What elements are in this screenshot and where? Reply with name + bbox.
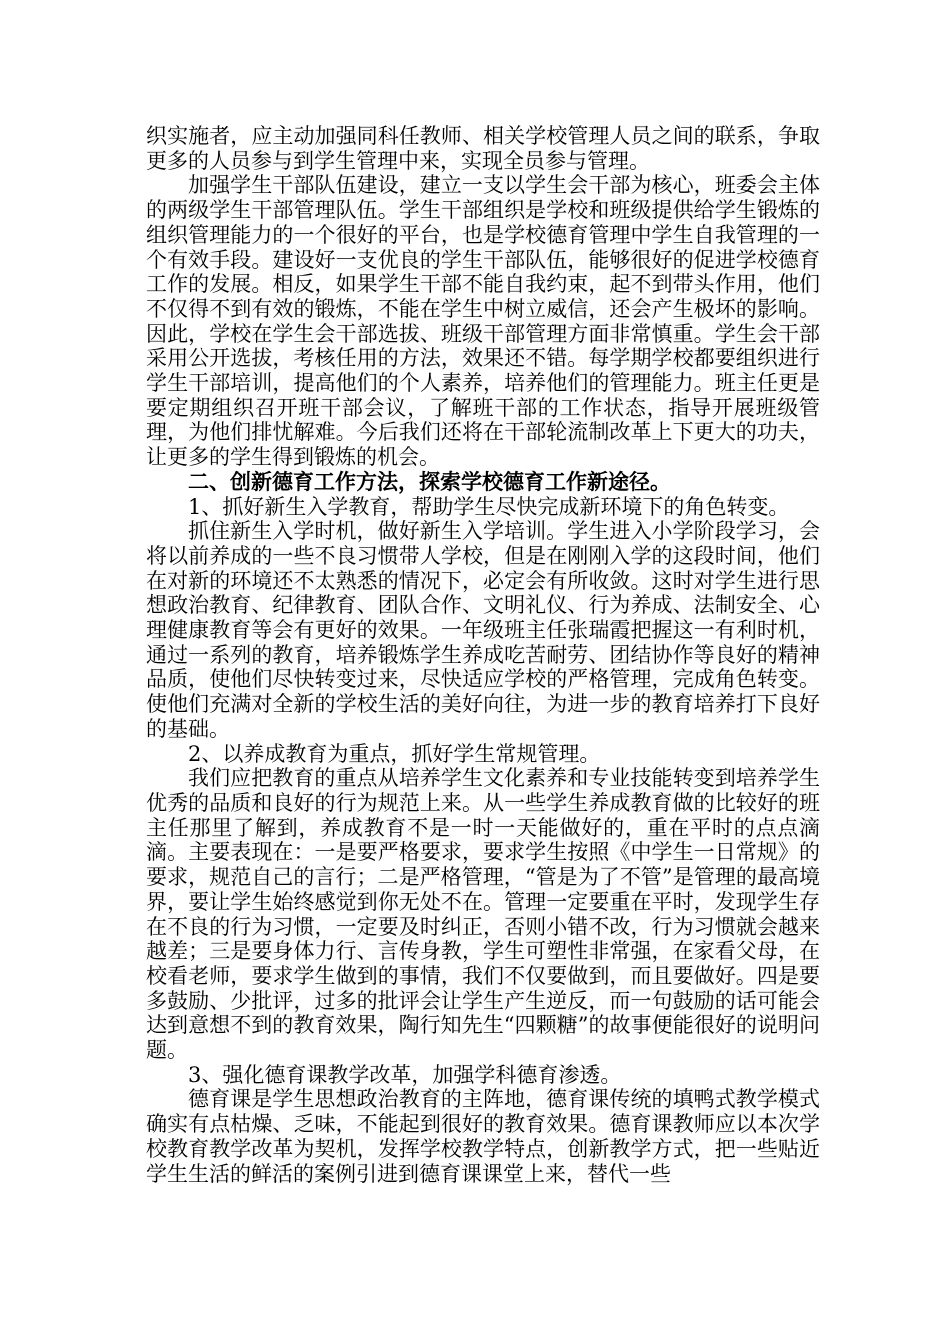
paragraph-student-cadre-building: 加强学生干部队伍建设，建立一支以学生会干部为核心，班委会主体的两级学生干部管理队伍。学生干部组织是学校和班级提供给学生锻炼的组织管理能力的一个很好的平台，也是学校德育管理中学生自我管理的一个有效手段。建设好一支优良的学生干部队伍，能够很好的促进学校德育工作的发展。相反，如果学生干部不能自我约束，起不到带头作用，他们不仅得不到有效的锻炼，不能在学生中树立威信，还会产生极坏的影响。因此，学校在学生会干部选拔、班级干部管理方面非常慎重。学生会干部采用公开选拔，考核任用的方法，效果还不错。每学期学校都要组织进行学生干部培训，提高他们的个人素养，培养他们的管理能力。班主任更是要定期组织召开班干部会议，了解班干部的工作状态，指导开展班级管理，为他们排忧解难。今后我们还将在干部轮流制改革上下更大的功夫，让更多的学生得到锻炼的机会。 [146, 173, 820, 470]
subheading-1-new-student-education: 1、抓好新生入学教育，帮助学生尽快完成新环境下的角色转变。 [188, 494, 790, 519]
paragraph-continuation: 织实施者，应主动加强同科任教师、相关学校管理人员之间的联系，争取更多的人员参与到学生管理中来，实现全员参与管理。 [146, 124, 820, 173]
document-page [146, 124, 820, 1186]
subheading-3-moral-course-reform: 3、强化德育课教学改革，加强学科德育渗透。 [188, 1062, 622, 1087]
paragraph-habit-education: 我们应把教育的重点从培养学生文化素养和专业技能转变到培养学生优秀的品质和良好的行为规范上来。从一些学生养成教育做的比较好的班主任那里了解到，养成教育不是一时一天能做好的，重在平时的点点滴滴。主要表现在：一是要严格要求，要求学生按照《中学生一日常规》的要求，规范自己的言行；二是严格管理，“管是为了不管”是管理的最高境界，要让学生始终感觉到你无处不在。管理一定要重在平时，发现学生存在不良的行为习惯，一定要及时纠正，否则小错不改，行为习惯就会越来越差；三是要身体力行、言传身教，学生可塑性非常强，在家看父母，在校看老师，要求学生做到的事情，我们不仅要做到，而且要做好。四是要多鼓励、少批评，过多的批评会让学生产生逆反，而一句鼓励的话可能会达到意想不到的教育效果，陶行知先生“四颗糖”的故事便能很好的说明问题。 [146, 766, 820, 1063]
section-heading-2: 二、创新德育工作方法，探索学校德育工作新途径。 [188, 468, 671, 494]
paragraph-new-student-training: 抓住新生入学时机，做好新生入学培训。学生进入小学阶段学习，会将以前养成的一些不良习惯带人学校，但是在刚刚入学的这段时间，他们在对新的环境还不太熟悉的情况下，必定会有所收敛。这时对学生进行思想政治教育、纪律教育、团队合作、文明礼仪、行为养成、法制安全、心理健康教育等会有更好的效果。一年级班主任张瑞霞把握这一有利时机，通过一系列的教育，培养锻炼学生养成吃苦耐劳、团结协作等良好的精神品质，使他们尽快转变过来，尽快适应学校的严格管理，完成角色转变。使他们充满对全新的学校生活的美好向往，为进一步的教育培养打下良好的基础。 [146, 519, 820, 741]
paragraph-moral-course: 德育课是学生思想政治教育的主阵地，德育课传统的填鸭式教学模式确实有点枯燥、乏味，不能起到很好的教育效果。德育课教师应以本次学校教育教学改革为契机，发挥学校教学特点，创新教学方式，把一些贴近学生生活的鲜活的案例引进到德育课课堂上来，替代一些 [146, 1087, 820, 1186]
subheading-2-habit-education: 2、以养成教育为重点，抓好学生常规管理。 [188, 741, 601, 766]
